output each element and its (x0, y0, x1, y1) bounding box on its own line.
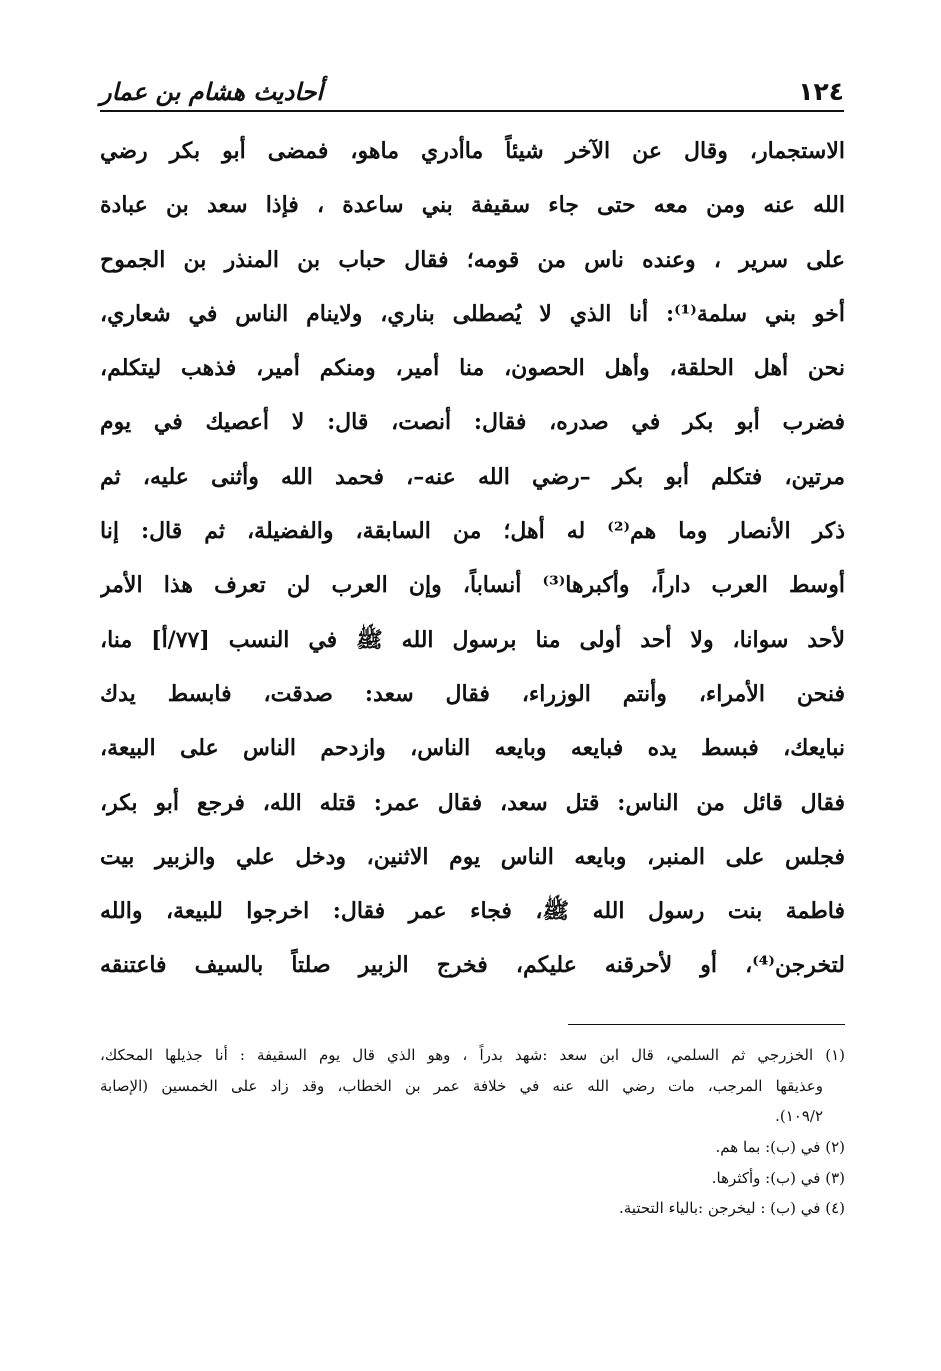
footnote-1-line: ١٠٩/٢). (775, 1107, 823, 1126)
text-line: مرتين، فتكلم أبو بكر –رضي الله عنه–، فحمد الله وأثنى عليه، ثم (100, 463, 845, 490)
footnote-1-line: وعذيقها المرجب، مات رضي الله عنه في خلافة عمر بن الخطاب، وقد زاد على الخمسين (الإصابة (100, 1076, 823, 1095)
running-title: أحاديث هشام بن عمار (100, 78, 324, 106)
page-number: ١٢٤ (798, 77, 844, 106)
text-line: لأحد سوانا، ولا أحد أولى منا برسول الله ﷺ في النسب [٧٧/أ] منا، (100, 626, 845, 653)
page-header (100, 56, 844, 106)
text-line: فنحن الأمراء، وأنتم الوزراء، فقال سعد: صدقت، فابسط يدك (100, 680, 845, 707)
main-text (100, 124, 845, 993)
text-line: فاطمة بنت رسول الله ﷺ، فجاء عمر فقال: اخرجوا للبيعة، والله (100, 898, 845, 925)
text-line: نحن أهل الحلقة، وأهل الحصون، منا أمير، ومنكم أمير، فذهب ليتكلم، (100, 355, 845, 382)
text-line: فجلس على المنبر، وبايعه الناس يوم الاثنين، ودخل علي والزبير بيت (100, 843, 845, 870)
text-line: الله عنه ومن معه حتى جاء سقيفة بني ساعدة ، فإذا سعد بن عبادة (100, 192, 845, 219)
text-line: لتخرجن⁽⁴⁾، أو لأحرقنه عليكم، فخرج الزبير صلتاً بالسيف فاعتنقه (100, 952, 845, 979)
footnote-divider (568, 1024, 845, 1025)
text-line: أوسط العرب داراً، وأكبرها⁽³⁾ أنساباً، وإن العرب لن تعرف هذا الأمر (100, 572, 845, 599)
footnote-2: (٢) في (ب): بما هم. (715, 1138, 845, 1157)
text-line: على سرير ، وعنده ناس من قومه؛ فقال حباب بن المنذر بن الجموح (100, 246, 845, 273)
footnotes (100, 1040, 845, 1224)
text-line: الاستجمار، وقال عن الآخر شيئاً ماأدري ماهو، فمضى أبو بكر رضي (100, 138, 845, 164)
header-divider (100, 110, 844, 112)
text-line: ذكر الأنصار وما هم⁽²⁾ له أهل؛ من السابقة، والفضيلة، ثم قال: إنا (100, 518, 845, 545)
footnote-4: (٤) في (ب) : ليخرجن :بالياء التحتية. (618, 1199, 845, 1218)
text-line: فقال قائل من الناس: قتل سعد، فقال عمر: قتله الله، فرجع أبو بكر، (100, 789, 845, 816)
text-line: أخو بني سلمة⁽¹⁾: أنا الذي لا يُصطلى بناري، ولاينام الناس في شعاري، (100, 300, 845, 327)
footnote-1-line: (١) الخزرجي ثم السلمي، قال ابن سعد :شهد بدراً ، وهو الذي قال يوم السقيفة : أنا جذيلها المحكك، (100, 1046, 845, 1064)
text-line: فضرب أبو بكر في صدره، فقال: أنصت، قال: لا أعصيك في يوم (100, 409, 845, 436)
footnote-3: (٣) في (ب): وأكثرها. (711, 1168, 845, 1187)
text-line: نبايعك، فبسط يده فبايعه وبايعه الناس، وازدحم الناس على البيعة، (100, 735, 845, 762)
